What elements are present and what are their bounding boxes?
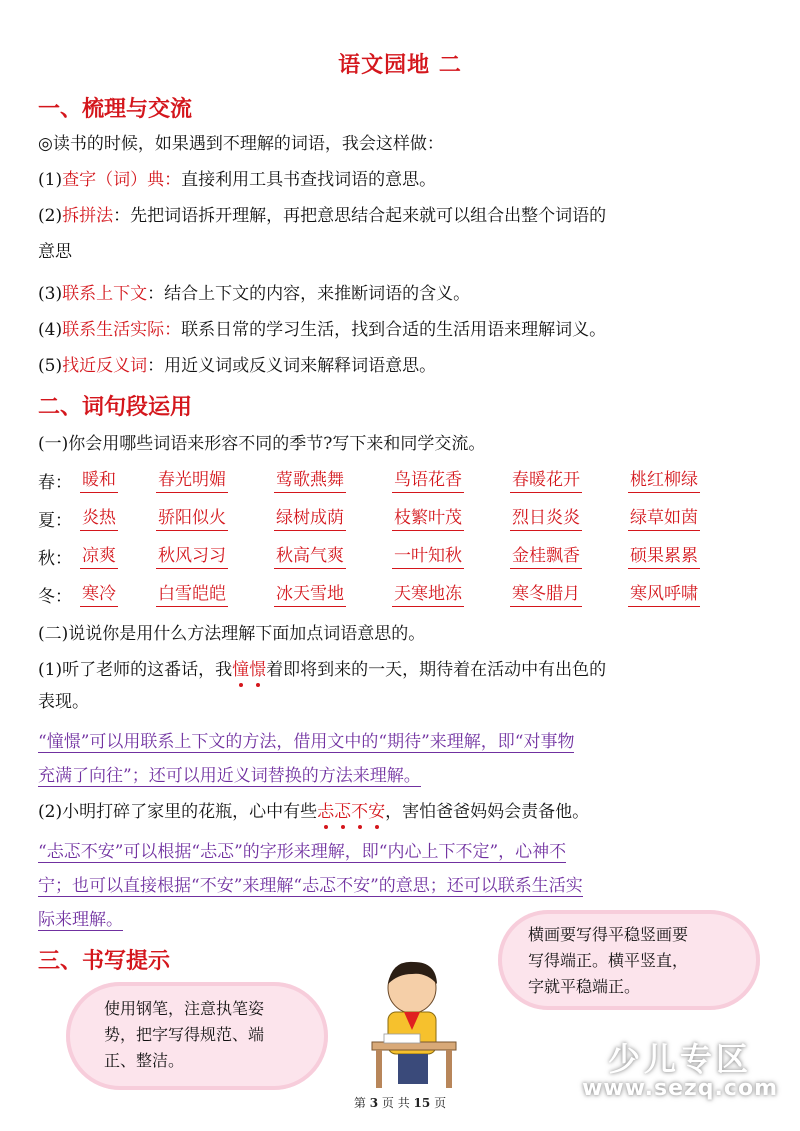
dotted-char: 憧: [232, 660, 250, 680]
season-word: 春暖花开: [510, 468, 582, 493]
watermark-text: 少儿专区: [608, 1040, 753, 1078]
season-word: 鸟语花香: [392, 468, 464, 493]
dotted-char: 安: [368, 802, 386, 822]
season-word: 骄阳似火: [156, 506, 228, 531]
answer-2-line-3: 际来理解。: [38, 910, 123, 930]
dotted-char: 忑: [334, 802, 352, 822]
method-desc: 直接利用工具书查找词语的意思。: [181, 170, 437, 190]
watermark-url: www.sezq.com: [582, 1076, 778, 1101]
method-5: (5)找近反义词：用近义词或反义词来解释词语意思。: [38, 356, 437, 376]
answer-2-line-2: 宁；也可以直接根据“不安”来理解“忐忑不安”的意思；还可以联系生活实: [38, 876, 583, 896]
season-word: 桃红柳绿: [628, 468, 700, 493]
method-2-cont: 意思: [38, 242, 72, 262]
season-word: 硕果累累: [628, 544, 700, 569]
page-total: 15: [413, 1096, 431, 1110]
sentence-1: (1)听了老师的这番话，我憧憬着即将到来的一天，期待着在活动中有出色的: [38, 660, 607, 680]
season-word: 寒冷: [80, 582, 118, 607]
season-word: 烈日炎炎: [510, 506, 582, 531]
dotted-char: 不: [351, 802, 369, 822]
page-footer: 第 3 页 共 15 页: [353, 1096, 447, 1110]
watermark: [582, 1034, 778, 1101]
method-3: (3)联系上下文：结合上下文的内容，来推断词语的含义。: [38, 284, 471, 304]
method-name: 查字（词）典: [62, 170, 165, 190]
season-word: 一叶知秋: [392, 544, 464, 569]
season-word: 春光明媚: [156, 468, 228, 493]
sentence-2: (2)小明打碎了家里的花瓶，心中有些忐忑不安，害怕爸爸妈妈会责备他。: [38, 802, 590, 822]
section-heading-1: 一、梳理与交流: [38, 97, 193, 122]
page-number: 3: [369, 1096, 379, 1110]
method-num: (1): [38, 170, 63, 190]
question-1: (一)你会用哪些词语来形容不同的季节?写下来和同学交流。: [38, 434, 486, 454]
intro-line: ◎读书的时候，如果遇到不理解的词语，我会这样做：: [38, 134, 444, 154]
season-word: 莺歌燕舞: [274, 468, 346, 493]
tip-right-text: 横画要写得平稳竖画要 写得端正。横平竖直， 字就平稳端正。: [528, 925, 689, 996]
dotted-char: 忐: [317, 802, 335, 822]
answer-2-line-1: “忐忑不安”可以根据“忐忑”的字形来理解，即“内心上下不定”，心神不: [38, 842, 567, 862]
answer-1-line-2: 充满了向往”；还可以用近义词替换的方法来理解。: [38, 766, 421, 786]
question-2: (二)说说你是用什么方法理解下面加点词语意思的。: [38, 624, 426, 644]
season-word: 冰天雪地: [274, 582, 346, 607]
season-word: 白雪皑皑: [156, 582, 228, 607]
boy-writing-illustration: [342, 950, 482, 1090]
season-word: 暖和: [80, 468, 118, 493]
season-word: 寒冬腊月: [510, 582, 582, 607]
season-label: 秋：: [38, 549, 72, 569]
season-word: 寒风呼啸: [628, 582, 700, 607]
sentence-1-cont: 表现。: [38, 692, 89, 712]
season-word: 枝繁叶茂: [392, 506, 464, 531]
season-word: 炎热: [80, 506, 118, 531]
section-heading-2: 二、词句段运用: [38, 395, 193, 420]
tip-left-text: 使用钢笔，注意执笔姿 势，把字写得规范、端 正、整洁。: [104, 999, 265, 1070]
season-label: 冬：: [38, 587, 72, 607]
season-word: 金桂飘香: [510, 544, 582, 569]
method-4: (4)联系生活实际：联系日常的学习生活，找到合适的生活用语来理解词义。: [38, 320, 607, 340]
season-word: 凉爽: [80, 544, 118, 569]
answer-1-line-1: “憧憬”可以用联系上下文的方法，借用文中的“期待”来理解，即“对事物: [38, 732, 575, 752]
method-1: (1)查字（词）典：直接利用工具书查找词语的意思。: [38, 170, 437, 190]
method-2: (2)拆拼法：先把词语拆开理解，再把意思结合起来就可以组合出整个词语的: [38, 206, 607, 226]
season-word: 绿树成荫: [274, 506, 346, 531]
season-word: 秋风习习: [156, 544, 228, 569]
season-label: 夏：: [38, 511, 72, 531]
section-heading-3: 三、书写提示: [38, 949, 171, 974]
page-title: 语文园地 二: [338, 53, 462, 78]
dotted-char: 憬: [249, 660, 267, 680]
season-word: 绿草如茵: [628, 506, 700, 531]
season-word: 秋高气爽: [274, 544, 346, 569]
season-label: 春：: [38, 473, 72, 493]
season-word: 天寒地冻: [392, 582, 464, 607]
